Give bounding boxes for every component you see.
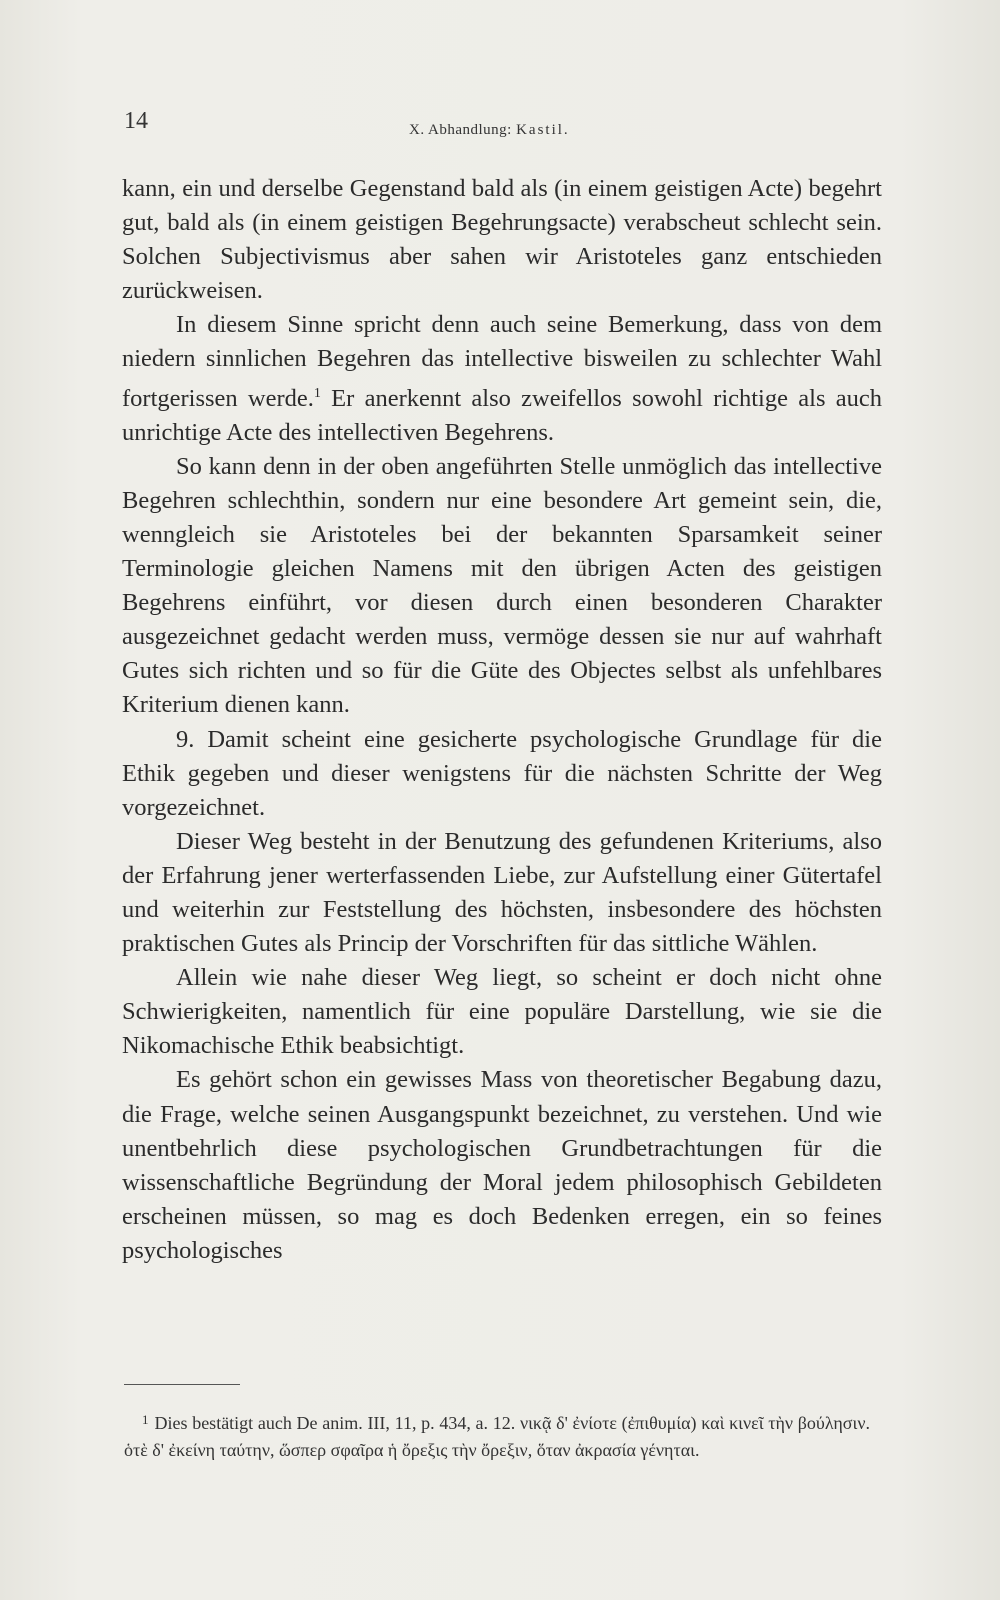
header-title-text: X. Abhandlung: <box>409 122 512 138</box>
paragraph-2-text-before: In diesem Sinne spricht denn auch seine Bemerkung, dass von dem niedern sinnlichen Begehren das intellective bisweilen zu schlechter Wahl fortgerissen werde. <box>122 311 882 412</box>
paragraph-1: kann, ein und derselbe Gegenstand bald als (in einem geistigen Acte) begehrt gut, bald als (in einem geistigen Begehrungsacte) verabscheut schlecht sein. Solchen Subjectivismus aber sahen wir Aristoteles ganz entschieden zurückweisen. <box>122 175 882 305</box>
running-head <box>124 108 884 138</box>
footnotes <box>124 1406 870 1464</box>
paragraph-5: Dieser Weg besteht in der Benutzung des gefundenen Kriteriums, also der Erfahrung jener werterfassenden Liebe, zur Aufstellung einer Gütertafel und weiterhin zur Feststellung des höchsten, insbesondere des höchsten praktischen Gutes als Princip der Vorschriften für das sittliche Wählen. <box>122 827 882 958</box>
body-text <box>122 172 882 1268</box>
footnote-1 <box>124 1406 870 1464</box>
footnote-ref[interactable]: 1 <box>313 385 321 401</box>
paragraph-3: So kann denn in der oben angeführten Stelle unmöglich das intellective Begehren schlechthin, sondern nur eine besondere Art gemeint sein, die, wenngleich sie Aristoteles bei der bekannten Sparsamkeit seiner Terminologie gleichen Namens mit den übrigen Acten des geistigen Begehrens einführt, vor diesen durch einen besonderen Charakter ausgezeichnet gedacht werden muss, vermöge dessen sie nur auf wahrhaft Gutes sich richten und so für die Güte des Objectes selbst als unfehlbares Kriterium dienen kann. <box>122 452 882 719</box>
header-author: Kastil. <box>516 122 570 138</box>
paragraph-4: 9. Damit scheint eine gesicherte psychologische Grundlage für die Ethik gegeben und dieser wenigstens für die nächsten Schritte der Weg vorgezeichnet. <box>122 725 882 821</box>
paragraph-2 <box>122 308 882 449</box>
paragraph-2-text-after: Er anerkennt also zweifellos sowohl richtige als auch unrichtige Acte des intellectiven Begehrens. <box>122 384 882 446</box>
page-number: 14 <box>124 108 148 134</box>
footnote-mark: 1 <box>142 1412 149 1427</box>
footnote-text: Dies bestätigt auch De anim. III, 11, p. 434, a. 12. νικᾷ δ' ἐνίοτε (ἐπιθυμία) καὶ κινεῖ τὴν βούλησιν. ὁτὲ δ' ἐκείνη ταύτην, ὥσπερ σφαῖρα ἡ ὄρεξις τὴν ὄρεξιν, ὅταν ἀκρασία γένηται. <box>124 1413 870 1460</box>
header-title <box>409 122 570 139</box>
paragraph-7: Es gehört schon ein gewisses Mass von theoretischer Begabung dazu, die Frage, welche seinen Ausgangspunkt bezeichnet, zu verstehen. Und wie unentbehrlich diese psychologischen Grundbetrachtungen für die wissenschaftliche Begründung der Moral jedem philosophisch Gebildeten erscheinen müssen, so mag es doch Bedenken erregen, ein so feines psychologisches <box>122 1066 882 1264</box>
paragraph-6: Allein wie nahe dieser Weg liegt, so scheint er doch nicht ohne Schwierigkeiten, namentlich für eine populäre Darstellung, wie sie die Nikomachische Ethik beabsichtigt. <box>122 964 882 1060</box>
footnote-divider <box>124 1384 240 1385</box>
